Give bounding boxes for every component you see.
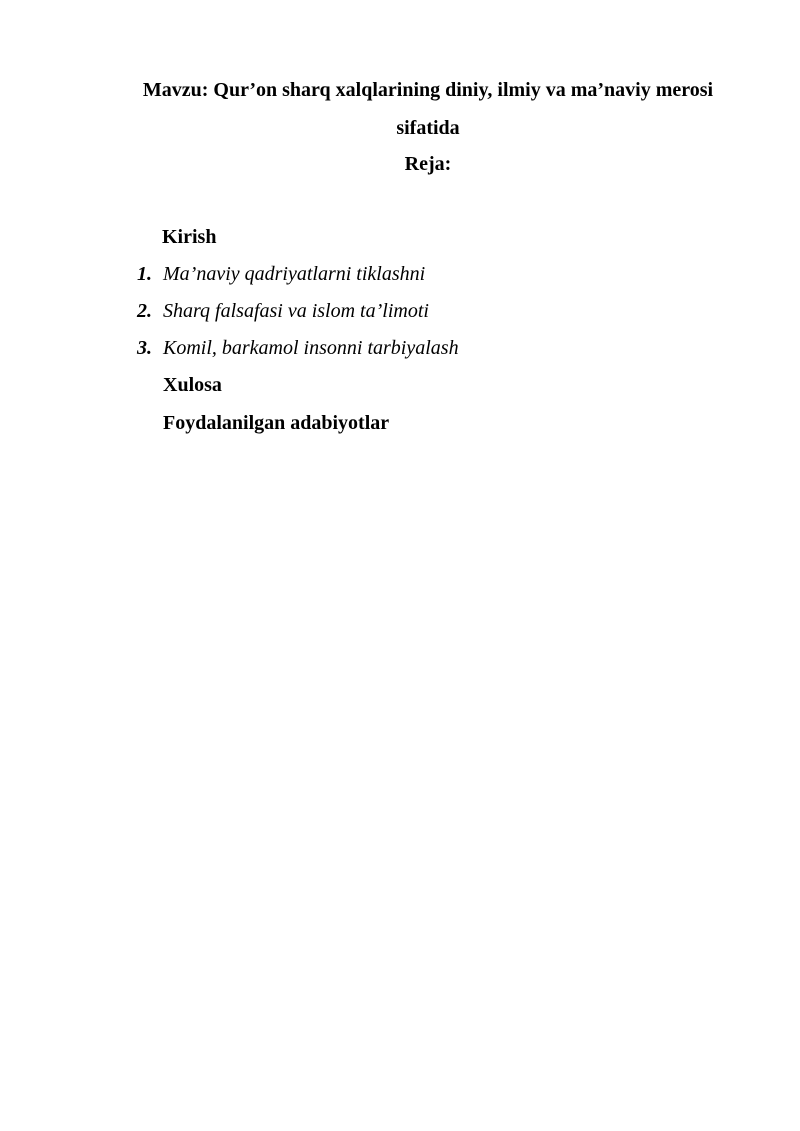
outline-intro: Kirish (162, 226, 217, 248)
outline-item-number: 3. (137, 337, 152, 359)
title-line-1: Mavzu: Qur’on sharq xalqlarining diniy, ilmiy va ma’naviy merosi (142, 79, 714, 101)
outline-item-text: Komil, barkamol insonni tarbiyalash (163, 337, 459, 359)
outline-references: Foydalanilgan adabiyotlar (163, 412, 390, 434)
outline-item-number: 2. (137, 300, 152, 322)
outline-item-text: Ma’naviy qadriyatlarni tiklashni (163, 263, 426, 285)
outline-item-text: Sharq falsafasi va islom ta’limoti (163, 300, 429, 322)
outline-item-3 (137, 336, 459, 360)
outline-item-2 (137, 299, 429, 323)
title-line-2: sifatida (396, 117, 460, 139)
outline-conclusion: Xulosa (163, 374, 222, 396)
document-title (110, 71, 746, 147)
outline-item-number: 1. (137, 263, 152, 285)
plan-heading: Reja: (404, 153, 452, 175)
outline-item-1 (137, 262, 426, 286)
